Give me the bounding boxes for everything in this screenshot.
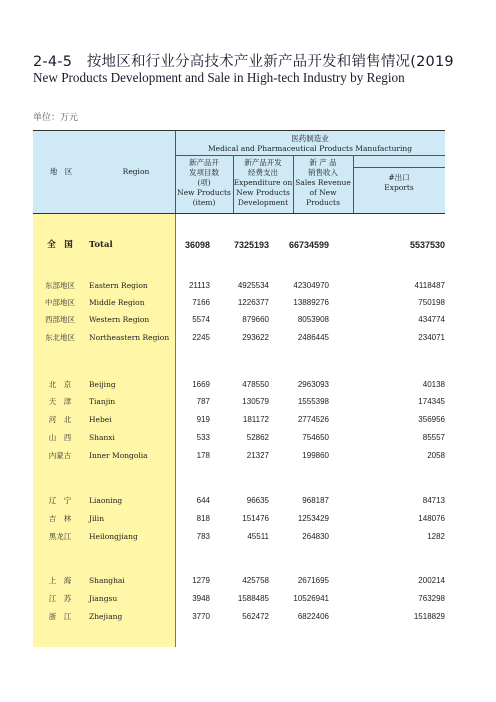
- sales-revenue: 10526941: [293, 594, 329, 603]
- exports-value: 174345: [418, 397, 445, 406]
- region-name-cn: 浙 江: [48, 612, 72, 621]
- exports-value: 1282: [427, 532, 445, 541]
- region-name-en: Jilin: [89, 514, 105, 523]
- industry-header-en: Medical and Pharmaceutical Products Manufacturing: [207, 144, 413, 153]
- sales-revenue: 13889276: [293, 298, 329, 307]
- header-divider: [175, 155, 445, 156]
- table-row: [33, 530, 445, 544]
- exports-value: 148076: [418, 514, 445, 523]
- sales-revenue: 8053908: [297, 315, 329, 324]
- sales-revenue: 42304970: [293, 281, 329, 290]
- region-name-cn: 山 西: [48, 433, 72, 442]
- region-name-cn: 吉 林: [48, 514, 72, 523]
- development-expenditure: 293622: [242, 333, 269, 342]
- exports-value: 763298: [418, 594, 445, 603]
- new-products-count: 919: [196, 415, 210, 424]
- development-expenditure: 478550: [242, 380, 269, 389]
- col-sales-revenue-header: 新 产 品 销售收入 Sales Revenue of New Products: [295, 158, 351, 207]
- table-row: [33, 512, 445, 526]
- new-products-count: 7166: [192, 298, 210, 307]
- region-name-en: Shanghai: [89, 576, 125, 585]
- sales-revenue: 1555398: [297, 397, 329, 406]
- page-title-cn: 2-4-5 按地区和行业分高技术产业新产品开发和销售情况(2019: [33, 54, 454, 70]
- region-name-en: Jiangsu: [89, 594, 118, 603]
- region-name-en: Tianjin: [89, 397, 116, 406]
- col-new-products-header: 新产品开 发项目数 (项) New Products (item): [177, 158, 231, 207]
- new-products-count: 818: [196, 514, 210, 523]
- table-row: [33, 431, 445, 445]
- development-expenditure: 1226377: [237, 298, 269, 307]
- development-expenditure: 52862: [246, 433, 269, 442]
- region-name-cn: 上 海: [48, 576, 72, 585]
- region-name-cn: 东北地区: [45, 333, 75, 342]
- region-name-cn: 天 津: [48, 397, 72, 406]
- development-expenditure: 130579: [242, 397, 269, 406]
- new-products-count: 21113: [188, 281, 210, 290]
- sales-revenue: 2963093: [297, 380, 329, 389]
- development-expenditure: 21327: [246, 451, 269, 460]
- region-name-en: Total: [89, 240, 113, 250]
- sales-revenue: 1253429: [297, 514, 329, 523]
- development-expenditure: 562472: [242, 612, 269, 621]
- header-divider: [293, 155, 294, 213]
- exports-value: 434774: [418, 315, 445, 324]
- region-name-en: Liaoning: [89, 496, 123, 505]
- exports-value: 40138: [422, 380, 445, 389]
- new-products-count: 644: [196, 496, 210, 505]
- development-expenditure: 151476: [242, 514, 269, 523]
- table-row: [33, 296, 445, 310]
- region-name-en: Northeastern Region: [89, 333, 170, 342]
- region-name-cn: 北 京: [48, 380, 72, 389]
- sales-revenue: 6822406: [297, 612, 329, 621]
- region-name-en: Hebei: [89, 415, 112, 424]
- page-title-en: New Products Development and Sale in High-tech Industry by Region: [33, 70, 405, 85]
- region-name-cn: 东部地区: [45, 281, 75, 290]
- table-row: [33, 574, 445, 588]
- total-row: [33, 238, 445, 252]
- table-row: [33, 313, 445, 327]
- sales-revenue: 2486445: [297, 333, 329, 342]
- new-products-count: 787: [196, 397, 210, 406]
- exports-value: 4118487: [414, 281, 445, 290]
- region-name-en: Beijing: [89, 380, 116, 389]
- sales-revenue: 66734599: [288, 240, 329, 250]
- table-row: [33, 413, 445, 427]
- new-products-count: 178: [196, 451, 210, 460]
- region-name-en: Zhejiang: [89, 612, 123, 621]
- table-row: [33, 279, 445, 293]
- col-expenditure-header: 新产品开发 经费支出 Expenditure on New Products Development: [233, 158, 293, 207]
- region-name-en: Shanxi: [89, 433, 115, 442]
- sales-revenue: 2671695: [297, 576, 329, 585]
- sales-revenue: 264830: [302, 532, 329, 541]
- region-header-cn: 地 区: [49, 167, 73, 176]
- development-expenditure: 7325193: [233, 240, 269, 250]
- development-expenditure: 1588485: [237, 594, 269, 603]
- table-row: [33, 494, 445, 508]
- sales-revenue: 968187: [302, 496, 329, 505]
- region-name-cn: 内蒙古: [48, 451, 72, 460]
- sales-revenue: 199860: [302, 451, 329, 460]
- new-products-count: 5574: [192, 315, 210, 324]
- header-divider: [353, 155, 354, 213]
- region-name-cn: 西部地区: [45, 315, 75, 324]
- table-row: [33, 331, 445, 345]
- header-divider: [233, 155, 234, 213]
- exports-value: 200214: [418, 576, 445, 585]
- region-name-cn: 江 苏: [48, 594, 72, 603]
- region-name-cn: 辽 宁: [48, 496, 72, 505]
- new-products-count: 3770: [192, 612, 210, 621]
- new-products-count: 3948: [192, 594, 210, 603]
- exports-value: 2058: [427, 451, 445, 460]
- development-expenditure: 879660: [242, 315, 269, 324]
- exports-value: 750198: [418, 298, 445, 307]
- region-name-cn: 河 北: [48, 415, 72, 424]
- table-row: [33, 592, 445, 606]
- exports-value: 1518829: [413, 612, 445, 621]
- development-expenditure: 45511: [247, 532, 269, 541]
- exports-value: 85557: [422, 433, 445, 442]
- development-expenditure: 425758: [242, 576, 269, 585]
- region-name-en: Middle Region: [89, 298, 145, 307]
- col-exports-header: #出口 Exports: [384, 173, 414, 192]
- sales-revenue: 2774526: [297, 415, 329, 424]
- table-header: [33, 131, 445, 214]
- exports-value: 5537530: [409, 240, 445, 250]
- table-row: [33, 378, 445, 392]
- new-products-count: 1279: [192, 576, 210, 585]
- industry-header-cn: 医药制造业: [291, 134, 329, 143]
- new-products-count: 533: [196, 433, 210, 442]
- region-name-en: Inner Mongolia: [89, 451, 148, 460]
- header-divider: [175, 131, 176, 213]
- exports-value: 234071: [418, 333, 445, 342]
- exports-value: 84713: [422, 496, 445, 505]
- new-products-count: 783: [196, 532, 210, 541]
- exports-value: 356956: [418, 415, 445, 424]
- region-name-en: Western Region: [89, 315, 150, 324]
- sales-revenue: 754650: [302, 433, 329, 442]
- unit-label: 单位：万元: [33, 113, 79, 123]
- development-expenditure: 96635: [246, 496, 269, 505]
- region-name-en: Eastern Region: [89, 281, 148, 290]
- region-name-cn: 中部地区: [45, 298, 75, 307]
- region-name-en: Heilongjiang: [89, 532, 138, 541]
- region-name-cn: 全 国: [47, 240, 73, 250]
- new-products-count: 36098: [184, 240, 210, 250]
- development-expenditure: 4925534: [237, 281, 269, 290]
- region-header-en: Region: [122, 167, 150, 176]
- region-name-cn: 黑龙江: [48, 532, 72, 541]
- table-row: [33, 449, 445, 463]
- new-products-count: 1669: [192, 380, 210, 389]
- data-table: [33, 130, 445, 647]
- development-expenditure: 181172: [242, 415, 269, 424]
- header-divider: [353, 167, 445, 168]
- table-row: [33, 395, 445, 409]
- table-row: [33, 610, 445, 624]
- new-products-count: 2245: [192, 333, 210, 342]
